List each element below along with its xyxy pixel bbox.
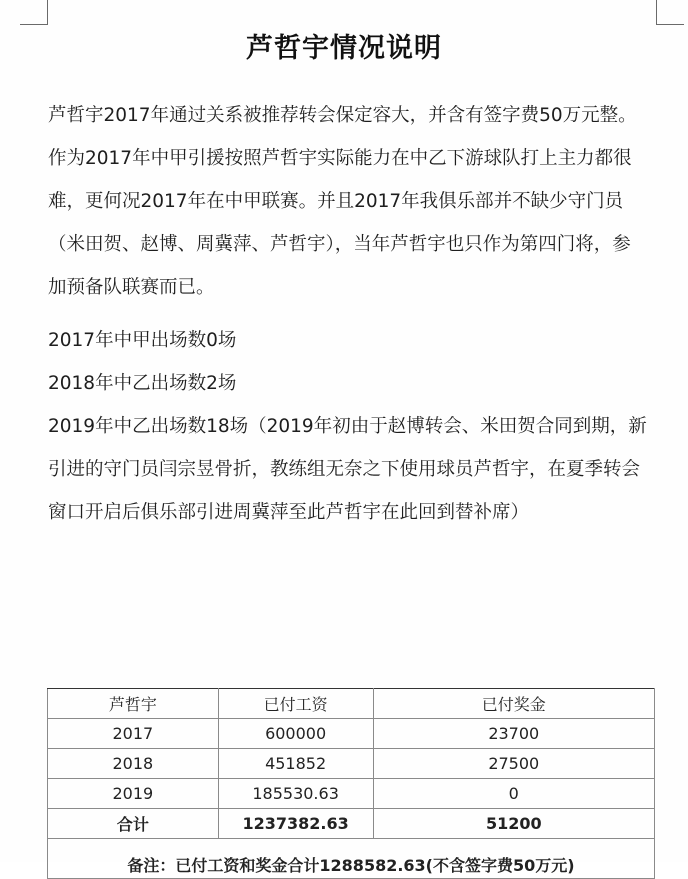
table-header-row: [48, 689, 655, 719]
cell-year: 2019: [48, 779, 219, 809]
appearances-2019-paragraph: 2019年中乙出场数18场（2019年初由于赵博转会、米田贺合同到期，新引进的守门员闫宗昱骨折，教练组无奈之下使用球员芦哲宇，在夏季转会窗口开启后俱乐部引进周冀萍至此芦哲宇在此回到替补席）: [48, 416, 647, 523]
header-paid-salary: 已付工资: [218, 689, 373, 719]
table-note-row: [48, 839, 655, 879]
cell-salary: 185530.63: [218, 779, 373, 809]
table-row: [48, 719, 655, 749]
crop-mark-top-left: [20, 0, 48, 25]
table-total-row: [48, 809, 655, 839]
cell-salary: 600000: [218, 719, 373, 749]
cell-total-label: 合计: [48, 809, 219, 839]
cell-total-bonus: 51200: [373, 809, 654, 839]
cell-total-salary: 1237382.63: [218, 809, 373, 839]
paragraph-transfer-background: 芦哲宇2017年通过关系被推荐转会保定容大，并含有签字费50万元整。作为2017年中甲引援按照芦哲宇实际能力在中乙下游球队打上主力都很难，更何况2017年在中甲联赛。并且2017年我俱乐部并不缺少守门员（米田贺、赵博、周冀萍、芦哲宇），当年芦哲宇也只作为第四门将，参加预备队联赛而已。: [48, 105, 637, 298]
cell-bonus: 27500: [373, 749, 654, 779]
cell-bonus: 23700: [373, 719, 654, 749]
cell-salary: 451852: [218, 749, 373, 779]
cell-bonus: 0: [373, 779, 654, 809]
appearances-2018: 2018年中乙出场数2场: [48, 373, 237, 394]
cell-year: 2017: [48, 719, 219, 749]
table-row: [48, 779, 655, 809]
crop-mark-top-right: [656, 0, 684, 25]
document-title: 芦哲宇情况说明: [246, 33, 442, 64]
table-row: [48, 749, 655, 779]
payment-table: [47, 688, 655, 879]
table-note: 备注：已付工资和奖金合计1288582.63(不含签字费50万元): [48, 839, 655, 879]
appearances-2017: 2017年中甲出场数0场: [48, 330, 237, 351]
cell-year: 2018: [48, 749, 219, 779]
header-paid-bonus: 已付奖金: [373, 689, 654, 719]
header-player: 芦哲宇: [48, 689, 219, 719]
